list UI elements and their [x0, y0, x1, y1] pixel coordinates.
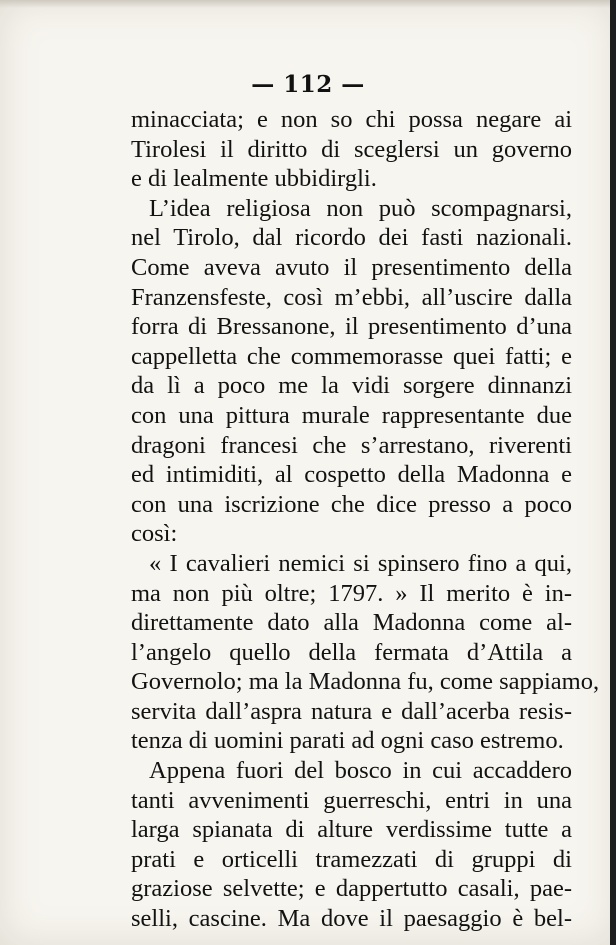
- text-line: così:: [131, 520, 178, 548]
- text-line: nel Tirolo, dal ricordo dei fasti nazionali.: [131, 224, 572, 252]
- text-line: cappelletta che commemorasse quei fatti; e: [131, 342, 572, 370]
- text-line: dragoni francesi che s’arrestano, riverenti: [131, 431, 572, 459]
- text-line: e di lealmente ubbidirgli.: [131, 165, 377, 193]
- text-line: tanti avvenimenti guerreschi, entri in una: [131, 786, 572, 814]
- text-line: larga spianata di alture verdissime tutte a: [131, 816, 572, 844]
- text-line: direttamente dato alla Madonna come al-: [131, 609, 572, 637]
- text-line: con una pittura murale rappresentante due: [131, 401, 572, 429]
- text-line: Franzensfeste, così m’ebbi, all’uscire dalla: [131, 283, 572, 311]
- page-binding-edge: [610, 0, 616, 945]
- text-line: Governolo; ma la Madonna fu, come sappiamo,: [131, 668, 600, 696]
- text-line: selli, cascine. Ma dove il paesaggio è bel-: [131, 905, 572, 933]
- text-line: Appena fuori del bosco in cui accaddero: [149, 757, 572, 785]
- text-line: graziose selvette; e dappertutto casali, pae-: [131, 875, 572, 903]
- text-line: ed intimiditi, al cospetto della Madonna e: [131, 461, 572, 489]
- text-line: forra di Bressanone, il presentimento d’una: [131, 313, 572, 341]
- text-line: Tirolesi il diritto di sceglersi un governo: [131, 135, 572, 163]
- text-line: da lì a poco me la vidi sorgere dinnanzi: [131, 372, 572, 400]
- text-line: L’idea religiosa non può scompagnarsi,: [149, 194, 572, 222]
- text-line: minacciata; e non so chi possa negare ai: [131, 106, 572, 133]
- text-line: tenza di uomini parati ad ogni caso estremo.: [131, 727, 564, 755]
- text-line: con una iscrizione che dice presso a poco: [131, 490, 572, 518]
- text-line: servita dall’aspra natura e dall’acerba resis-: [131, 697, 572, 725]
- page-top-shadow: [0, 0, 616, 8]
- text-line: « I cavalieri nemici si spinsero fino a qui,: [149, 549, 572, 577]
- page-number: — 112 —: [251, 71, 365, 98]
- text-line: l’angelo quello della fermata d’Attila a: [131, 638, 572, 666]
- text-line: Come aveva avuto il presentimento della: [131, 253, 572, 281]
- text-line: prati e orticelli tramezzati di gruppi di: [131, 845, 572, 873]
- body-text: [131, 105, 600, 934]
- text-line: ma non più oltre; 1797. » Il merito è in-: [131, 579, 572, 607]
